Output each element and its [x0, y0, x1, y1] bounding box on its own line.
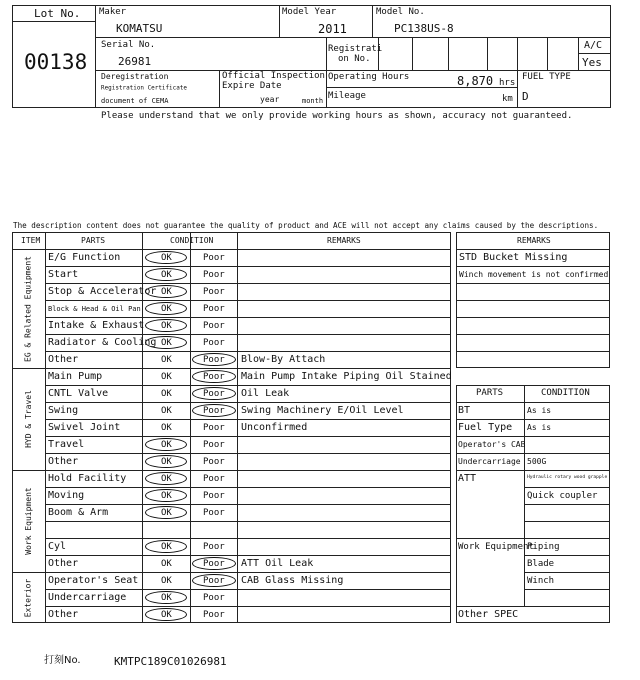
cema-label: document of CEMA — [101, 97, 169, 105]
poor-option: Poor — [203, 576, 225, 586]
att-label: ATT — [458, 473, 477, 484]
ok-option: OK — [161, 542, 172, 552]
registration-label-2: on No. — [338, 54, 371, 64]
part-name: Operator's Seat — [48, 575, 139, 586]
parts-header: PARTS — [476, 388, 504, 398]
row-divider — [45, 521, 451, 522]
fuel-type-label: FUEL TYPE — [522, 72, 571, 82]
parts-row-divider — [456, 436, 610, 437]
poor-option: Poor — [203, 253, 225, 263]
ok-circle-mark — [145, 285, 187, 298]
poor-option: Poor — [203, 457, 225, 467]
remarks-header: REMARKS — [517, 236, 551, 245]
registration-label: Registrati — [328, 44, 383, 54]
part-name: Other — [48, 456, 79, 467]
fuel-type-value: D — [522, 90, 529, 103]
ok-option: OK — [161, 406, 172, 416]
remarks-header: REMARKS — [327, 236, 361, 245]
remarks-row-divider — [456, 266, 610, 267]
condition-header: CONDITION — [541, 388, 590, 398]
ok-circle-mark — [145, 472, 187, 485]
remarks-row-divider — [456, 317, 610, 318]
poor-option: Poor — [203, 423, 225, 433]
operating-hours-value: 8,870 — [457, 74, 494, 88]
att-value: Hydraulic rotary wood grapple — [527, 475, 608, 480]
ok-circle-mark — [145, 489, 187, 502]
row-divider — [45, 555, 451, 556]
parts-row-name: Operator's CAB — [458, 440, 526, 449]
other-spec-label: Other SPEC — [458, 609, 519, 620]
row-divider — [45, 453, 451, 454]
remark-text: ATT Oil Leak — [241, 558, 314, 569]
work-equipment-value: Blade — [527, 559, 555, 569]
group-label: EG & Related Equipment — [23, 255, 33, 362]
remark-text: Oil Leak — [241, 388, 290, 399]
ok-option: OK — [161, 593, 172, 603]
ok-option: OK — [161, 270, 172, 280]
ok-option: OK — [161, 355, 172, 365]
maker-value: KOMATSU — [116, 22, 163, 35]
hrs-unit: hrs — [499, 78, 516, 88]
remark-text: Main Pump Intake Piping Oil Stained — [241, 371, 452, 382]
att-value: Quick coupler — [527, 491, 598, 501]
part-name: Stop & Accelerator — [48, 286, 157, 297]
model-year-value: 2011 — [318, 22, 347, 36]
work-equipment-label: Work Equipment — [458, 542, 534, 552]
ac-value: Yes — [582, 56, 602, 69]
remarks-line: STD Bucket Missing — [459, 252, 568, 263]
poor-option: Poor — [203, 321, 225, 331]
ok-option: OK — [161, 576, 172, 586]
poor-circle-mark — [192, 387, 236, 400]
part-name: Undercarriage — [48, 592, 127, 603]
poor-circle-mark — [192, 353, 236, 366]
item-header: ITEM — [21, 236, 41, 245]
ok-option: OK — [161, 474, 172, 484]
part-name: Swing — [48, 405, 79, 416]
ok-option: OK — [161, 372, 172, 382]
part-name: Boom & Arm — [48, 507, 109, 518]
row-divider — [45, 606, 451, 607]
mileage-label: Mileage — [328, 91, 366, 101]
remark-text: Swing Machinery E/Oil Level — [241, 405, 404, 416]
ok-option: OK — [161, 338, 172, 348]
condition-header: CONDITION — [170, 236, 214, 245]
remarks-row-divider — [456, 334, 610, 335]
km-unit: km — [502, 94, 513, 104]
inspection-label: Official Inspection — [222, 71, 325, 81]
ok-circle-mark — [145, 455, 187, 468]
model-no-label: Model No. — [376, 7, 425, 17]
poor-option: Poor — [203, 270, 225, 280]
row-divider — [45, 487, 451, 488]
inspection-label-2: Expire Date — [222, 81, 282, 91]
part-name: Cyl — [48, 541, 67, 552]
ac-label: A/C — [584, 40, 603, 51]
lot-number: 00138 — [24, 50, 88, 74]
work-equipment-row-divider — [524, 589, 610, 590]
row-divider — [45, 266, 451, 267]
row-divider — [45, 538, 451, 539]
deregistration-label: Deregistration — [101, 72, 169, 81]
part-name: Hold Facility — [48, 473, 127, 484]
parts-row-condition: 500G — [527, 457, 547, 466]
part-name: Moving — [48, 490, 85, 501]
row-divider — [45, 385, 451, 386]
ok-option: OK — [161, 440, 172, 450]
part-name: Block & Head & Oil Pan — [48, 305, 141, 313]
parts-row-name: Undercarriage — [458, 457, 521, 466]
parts-header: PARTS — [81, 236, 106, 245]
maker-label: Maker — [99, 7, 127, 17]
poor-option: Poor — [203, 355, 225, 365]
att-divider — [456, 470, 610, 471]
att-row-divider — [524, 521, 610, 522]
work-equipment-divider — [456, 538, 610, 539]
work-equipment-value: Piping — [527, 542, 560, 552]
poor-option: Poor — [203, 559, 225, 569]
serial-label: Serial No. — [101, 40, 156, 50]
row-divider — [45, 504, 451, 505]
row-divider — [45, 589, 451, 590]
row-divider — [45, 419, 451, 420]
part-name: Other — [48, 354, 79, 365]
work-equipment-row-divider — [524, 572, 610, 573]
ok-circle-mark — [145, 302, 187, 315]
registration-cert-label: Registration Certificate — [101, 84, 187, 91]
ok-option: OK — [161, 457, 172, 467]
model-year-label: Model Year — [282, 7, 337, 17]
parts-row-name: Fuel Type — [458, 422, 513, 433]
ok-option: OK — [161, 389, 172, 399]
part-name: Travel — [48, 439, 85, 450]
poor-circle-mark — [192, 574, 236, 587]
poor-option: Poor — [203, 440, 225, 450]
year-label: year — [260, 95, 280, 104]
att-row-divider — [524, 487, 610, 488]
row-divider — [45, 300, 451, 301]
work-equipment-value: Winch — [527, 576, 555, 586]
poor-option: Poor — [203, 593, 225, 603]
disclaimer: The description content does not guarantee the quality of product and ACE will not accept any claims caused by the descriptions. — [13, 221, 599, 230]
poor-option: Poor — [203, 406, 225, 416]
poor-option: Poor — [203, 338, 225, 348]
ok-option: OK — [161, 423, 172, 433]
row-divider — [45, 334, 451, 335]
group-divider — [12, 572, 451, 573]
row-divider — [45, 436, 451, 437]
ok-circle-mark — [145, 268, 187, 281]
ok-circle-mark — [145, 591, 187, 604]
ok-circle-mark — [145, 251, 187, 264]
row-divider — [45, 351, 451, 352]
ok-option: OK — [161, 253, 172, 263]
remarks-row-divider — [456, 300, 610, 301]
ok-option: OK — [161, 559, 172, 569]
remark-text: Blow-By Attach — [241, 354, 326, 365]
ok-circle-mark — [145, 438, 187, 451]
part-name: Swivel Joint — [48, 422, 121, 433]
lot-label: Lot No. — [34, 7, 81, 20]
parts-row-divider — [456, 453, 610, 454]
remarks-line: Winch movement is not confirmed — [459, 270, 609, 279]
remarks-header-divider — [456, 249, 610, 250]
remark-text: CAB Glass Missing — [241, 575, 344, 586]
ok-circle-mark — [145, 336, 187, 349]
group-label: Exterior — [23, 578, 33, 617]
remarks-row-divider — [456, 351, 610, 352]
poor-option: Poor — [203, 610, 225, 620]
stamp-number-label: 打刻No. — [44, 655, 81, 666]
parts-row-condition: As is — [527, 406, 552, 415]
header-divider — [12, 249, 451, 250]
part-name: Intake & Exhaust — [48, 320, 145, 331]
ok-circle-mark — [145, 506, 187, 519]
ok-circle-mark — [145, 608, 187, 621]
ok-option: OK — [161, 304, 172, 314]
poor-option: Poor — [203, 474, 225, 484]
part-name: Other — [48, 609, 79, 620]
group-label: HYD & Travel — [23, 390, 33, 448]
other-spec-divider — [456, 606, 610, 607]
ok-option: OK — [161, 610, 172, 620]
poor-option: Poor — [203, 389, 225, 399]
model-no-value: PC138US-8 — [394, 22, 454, 35]
row-divider — [45, 317, 451, 318]
row-divider — [45, 283, 451, 284]
row-divider — [45, 402, 451, 403]
part-name: Main Pump — [48, 371, 103, 382]
poor-option: Poor — [203, 508, 225, 518]
ok-option: OK — [161, 508, 172, 518]
att-row-divider — [524, 504, 610, 505]
ok-option: OK — [161, 321, 172, 331]
group-divider — [12, 368, 451, 369]
poor-option: Poor — [203, 491, 225, 501]
column-divider — [190, 232, 191, 623]
poor-circle-mark — [192, 404, 236, 417]
parts-header-divider — [456, 402, 610, 403]
remarks-row-divider — [456, 283, 610, 284]
parts-row-divider — [456, 419, 610, 420]
column-divider — [45, 232, 46, 623]
part-name: Other — [48, 558, 79, 569]
poor-option: Poor — [203, 372, 225, 382]
poor-option: Poor — [203, 287, 225, 297]
part-name: Start — [48, 269, 79, 280]
part-name: CNTL Valve — [48, 388, 109, 399]
parts-row-condition: As is — [527, 423, 552, 432]
remark-text: Unconfirmed — [241, 422, 308, 433]
part-name: E/G Function — [48, 252, 121, 263]
month-label: month — [302, 97, 324, 105]
stamp-number-value: KMTPC189C01026981 — [114, 655, 227, 668]
poor-option: Poor — [203, 304, 225, 314]
ok-option: OK — [161, 491, 172, 501]
ok-circle-mark — [145, 319, 187, 332]
poor-circle-mark — [192, 557, 236, 570]
ok-option: OK — [161, 287, 172, 297]
serial-value: 26981 — [118, 55, 152, 68]
hours-notice: Please understand that we only provide working hours as shown, accuracy not guaranteed. — [101, 111, 573, 121]
ok-circle-mark — [145, 540, 187, 553]
parts-row-name: BT — [458, 405, 471, 416]
work-equipment-row-divider — [524, 555, 610, 556]
operating-hours-label: Operating Hours — [328, 72, 410, 82]
poor-option: Poor — [203, 542, 225, 552]
part-name: Radiator & Cooling — [48, 337, 157, 348]
group-label: Work Equipment — [23, 487, 33, 555]
poor-circle-mark — [192, 370, 236, 383]
column-divider — [237, 232, 238, 623]
group-divider — [12, 470, 451, 471]
